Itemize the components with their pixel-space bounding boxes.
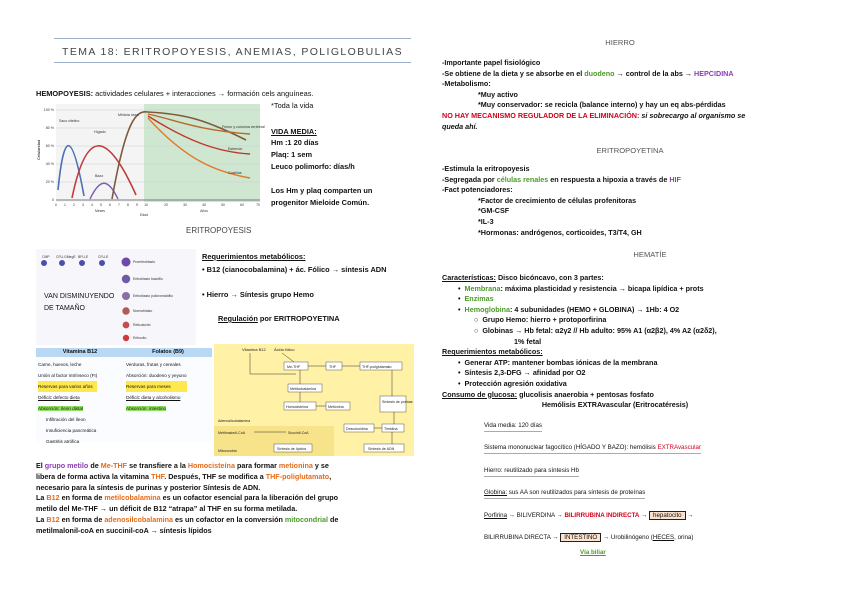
para-line: libera de forma activa la vitamina THF. Después, THF se modifica a THF-poliglutamato, bbox=[36, 471, 332, 481]
cell-proeritroblasto bbox=[122, 258, 131, 267]
hemolisis-flow-2: BILIRRUBINA DIRECTA → INTESTINO → Urobilinógeno (HECES, orina) bbox=[484, 534, 694, 541]
hematie-heading: HEMATÍE bbox=[633, 250, 667, 259]
cell-cfu-e bbox=[99, 260, 105, 266]
chart-ytick: 100 % bbox=[43, 108, 54, 112]
para-line: El grupo metilo de Me-THF se transfiere a la Homocisteína para formar metionina y se bbox=[36, 461, 329, 470]
epo-section bbox=[442, 164, 681, 238]
pathway-node: Síntesis de lípidos bbox=[277, 447, 307, 451]
req-item-b12: • B12 (cianocobalamina) + ác. Fólico → síntesis ADN bbox=[202, 265, 387, 274]
progenitor-line-1: Los Hm y plaq comparten un bbox=[271, 186, 373, 195]
no-mecanismo-line-2: queda ahí. bbox=[442, 121, 478, 131]
chart-xtick: 1 bbox=[64, 203, 66, 207]
hemolisis-hierro: Hierro: reutilizado para síntesis Hb bbox=[484, 466, 579, 477]
req-item-b12-text: B12 (cianocobalamina) + ác. Fólico → síntesis ADN bbox=[206, 265, 387, 274]
progenitor-line-2: progenitor Mieloide Común. bbox=[271, 198, 370, 207]
chart-ytick: 0 bbox=[52, 198, 54, 202]
no-mecanismo-line: NO HAY MECANISMO REGULADOR DE LA ELIMINACIÓN: si sobrecargo al organismo se bbox=[442, 110, 746, 120]
hb-sub-item: ○ Globinas → Hb fetal: α2γ2 // Hb adulto: 95% A1 (α2β2), 4% A2 (α2δ2), bbox=[474, 325, 717, 335]
vit-col1-row: Reservas para varios años bbox=[38, 381, 97, 392]
cell-stage-label: Proeritroblasto bbox=[133, 260, 156, 264]
cell-cmp bbox=[41, 260, 47, 266]
cell-stage-label: Reticulocito bbox=[133, 323, 151, 327]
chart-xtick: 6 bbox=[109, 203, 111, 207]
page-title: TEMA 18: ERITROPOYESIS, ANEMIAS, POLIGLOBULIAS bbox=[62, 46, 403, 58]
cell-top-label: CFU-GMegE bbox=[56, 255, 76, 259]
cell-reticulocito bbox=[123, 322, 130, 329]
vida-media-hm: Hm :1 20 días bbox=[271, 138, 319, 147]
chart-xgroup: Edad bbox=[140, 213, 148, 216]
hemopoyesis-line bbox=[36, 89, 314, 99]
cell-stage-label: Eritrocito bbox=[133, 336, 147, 340]
cell-bfu-e bbox=[79, 260, 85, 266]
cell-stage-label: Eritroblasto policromatófilo bbox=[133, 294, 173, 298]
chart-xtick: 60 bbox=[240, 203, 244, 207]
chart-xtick: 10 bbox=[144, 203, 148, 207]
req-item-hierro-text: Hierro → Síntesis grupo Hemo bbox=[206, 290, 314, 299]
chart-xtick: 4 bbox=[91, 203, 93, 207]
vida-media-leuco: Leuco polimorfo: días/h bbox=[271, 162, 355, 171]
chart-xtick: 8 bbox=[127, 203, 129, 207]
req-item-hierro: • Hierro → Síntesis grupo Hemo bbox=[202, 290, 314, 299]
req-title-left: Requerimientos metabólicos: bbox=[202, 252, 306, 261]
chart-series-label: Fémur y columna vertebral bbox=[222, 125, 265, 129]
chart-ytick: 80 % bbox=[45, 126, 54, 130]
chart-ytick: 20 % bbox=[45, 180, 54, 184]
vit-col2-rows bbox=[126, 359, 187, 414]
epo-line: *IL-3 bbox=[478, 216, 494, 226]
vitamin-table bbox=[36, 348, 212, 442]
hierro-section bbox=[442, 58, 745, 132]
pathway-node: Timidina bbox=[384, 427, 398, 431]
vida-media-plaq: Plaq: 1 sem bbox=[271, 150, 313, 159]
vit-col2-row: Déficit: dieta y alcoholismo bbox=[126, 395, 181, 400]
req-item-right: • Protección agresión oxidativa bbox=[458, 378, 567, 388]
req-item-right: • Generar ATP: mantener bombas iónicas de la membrana bbox=[458, 357, 658, 367]
hemolisis-vida-media: Vida media: 120 días bbox=[484, 421, 542, 432]
hemopoyesis-text: actividades celulares + interacciones → formación cels anguíneas. bbox=[93, 89, 314, 98]
cell-cfu-gmege bbox=[59, 260, 65, 266]
cell-top-label: CFU-E bbox=[98, 255, 109, 259]
cell-stage-label: Eritroblasto basófilo bbox=[133, 277, 163, 281]
title-rule-bottom bbox=[54, 62, 411, 63]
hemolisis-flow-1: Porfirina → BILIVERDINA → BILIRRUBINA INDIRECTA → hepatocito → bbox=[484, 512, 694, 519]
chart-xtick: 20 bbox=[164, 203, 168, 207]
pathway-node: Mitocondria bbox=[218, 449, 237, 453]
chart-ylabel: Celularidad bbox=[36, 139, 41, 160]
cell-top-label: CMP bbox=[42, 255, 50, 259]
toda-la-vida: *Toda la vida bbox=[271, 101, 314, 110]
hierro-heading: HIERRO bbox=[605, 38, 635, 47]
b12-folate-pathway bbox=[214, 344, 414, 456]
pathway-node: Metionina bbox=[328, 405, 344, 409]
hb-sub-item: 1% fetal bbox=[514, 336, 542, 346]
vit-col2-row: Absorción: intestino bbox=[126, 406, 167, 411]
vit-col2-row: Absorción: duodeno y yeyuno bbox=[126, 373, 187, 378]
chart-xtick: 9 bbox=[136, 203, 138, 207]
intestino-box: INTESTINO bbox=[560, 533, 601, 542]
pathway-node: Síntesis de purinas bbox=[382, 400, 413, 404]
epo-line: -Fact potenciadores: bbox=[442, 185, 513, 195]
cell-eritrocito bbox=[123, 335, 129, 341]
caract-item-enzimas: • Enzimas bbox=[458, 294, 494, 304]
consumo-line: Consumo de glucosa: glucolisis anaerobia + pentosas fosfato bbox=[442, 389, 654, 399]
eritropoyesis-heading: ERITROPOYESIS bbox=[186, 226, 252, 235]
vit-col1-row: Déficit: defecto dieta bbox=[38, 395, 80, 400]
chart-xtick: 2 bbox=[73, 203, 75, 207]
vit-col2-row: Verduras, frutas y cereales bbox=[126, 362, 181, 367]
regulacion-line bbox=[218, 314, 340, 324]
chart-xtick: 3 bbox=[82, 203, 84, 207]
vit-extra-row: Gastritis atrófica bbox=[46, 439, 80, 444]
cell-eritroblasto-basofilo bbox=[122, 275, 130, 283]
epo-line: -Estimula la eritropoyesis bbox=[442, 164, 530, 173]
cell-normoblasto bbox=[122, 307, 129, 314]
regulacion-text: por ERITROPOYETINA bbox=[257, 314, 340, 323]
hierro-line: *Muy activo bbox=[478, 89, 518, 99]
chart-series-label: Saco vitelino bbox=[59, 119, 80, 123]
epo-line: *Factor de crecimiento de células profenitoras bbox=[478, 195, 637, 205]
hemopoyesis-label: HEMOPOYESIS: bbox=[36, 89, 94, 98]
pathway-node: THF bbox=[329, 365, 336, 369]
chart-xtick: 40 bbox=[202, 203, 206, 207]
cell-top-label: BFU-E bbox=[78, 255, 89, 259]
diminuyendo-1: VAN DISMINUYENDO bbox=[44, 293, 115, 300]
caract-item-hemoglobina: • Hemoglobina: 4 subunidades (HEMO + GLOBINA) → 1Hb: 4 O2 bbox=[458, 304, 680, 314]
pathway-node: Succinil-CoA bbox=[288, 431, 309, 435]
pathway-node: Desoxiuridina bbox=[346, 427, 368, 431]
node-sintesis-purinas bbox=[380, 396, 406, 412]
hierro-line: -Metabolismo: bbox=[442, 79, 491, 89]
hepatocito-box: hepatocito bbox=[649, 511, 686, 520]
pathway-node: Metilcobalamina bbox=[290, 387, 316, 391]
chart-xtick: 50 bbox=[221, 203, 225, 207]
cell-stage-label: Normoblasto bbox=[133, 309, 153, 313]
caract-line: Características: Disco bicóncavo, con 3 partes: bbox=[442, 273, 604, 282]
para-line: La B12 en forma de adenosilcobalamina es un cofactor en la conversión mitocondrial de bbox=[36, 514, 339, 524]
pathway-node: Síntesis de ADN bbox=[368, 447, 395, 451]
chart-series-label: Médula ósea bbox=[118, 113, 139, 117]
epo-line: *Hormonas: andrógenos, corticoides, T3/T4, GH bbox=[478, 227, 642, 237]
chart-xgroup: Meses bbox=[95, 209, 105, 213]
pathway-node: Adenosilcobalamina bbox=[218, 419, 251, 423]
req-item-right: • Síntesis 2,3-DFG → afinidad por O2 bbox=[458, 368, 586, 378]
via-biliar: Vía biliar bbox=[580, 549, 606, 556]
vit-col2-header: Folatos (B9) bbox=[152, 349, 184, 355]
vit-col1-header: Vitamina B12 bbox=[62, 349, 98, 355]
chart-series-label: Bazo bbox=[95, 174, 104, 178]
vida-media-label: VIDA MEDIA: bbox=[271, 127, 317, 136]
vit-col2-row: Reservas para meses bbox=[126, 381, 187, 392]
vit-col1-rows bbox=[38, 359, 97, 447]
chart-ytick: 40 % bbox=[45, 162, 54, 166]
pathway-node: THF-poliglutamato bbox=[362, 365, 392, 369]
hierro-line: -Se obtiene de la dieta y se absorbe en el duodeno → control de la abs → HEPCIDINA bbox=[442, 68, 734, 78]
vit-col1-row: Unión al factor intrínseco (FI) bbox=[38, 373, 98, 378]
cell-eritroblasto-policromatofilo bbox=[122, 292, 130, 300]
vit-col1-row: Carne, huevos, leche bbox=[38, 362, 82, 367]
hemolisis-title: Hemólisis EXTRAvascular (Eritrocatéresis) bbox=[541, 400, 689, 409]
chart-xtick: 30 bbox=[183, 203, 187, 207]
pathway-node: Me-THF bbox=[287, 365, 301, 369]
chart-xtick: 5 bbox=[100, 203, 102, 207]
para-line: La B12 en forma de metilcobalamina es un cofactor esencial para la liberación del grupo bbox=[36, 493, 338, 503]
chart-xgroup: Años bbox=[200, 209, 208, 213]
pathway-node: Vitamina B12 bbox=[242, 347, 266, 352]
chart-xtick: 0 bbox=[55, 203, 57, 207]
pathway-node: Metilmalonil-CoA bbox=[218, 431, 246, 435]
hb-sub-item: ○ Grupo Hemo: hierro + protoporfirina bbox=[474, 315, 607, 325]
pathway-node: Ácido fólico bbox=[274, 347, 295, 352]
chart-ytick: 60 % bbox=[45, 144, 54, 148]
para-line: metilo del Me-THF → un déficit de B12 “atrapa” al THF en su forma metilada. bbox=[36, 504, 298, 514]
para-line: necesario para la síntesis de purinas y posterior Síntesis de ADN. bbox=[36, 482, 261, 492]
chart-series-label: Hígado bbox=[94, 130, 106, 134]
hemolisis-globina: Globina: sus AA son reutilizados para síntesis de proteínas bbox=[484, 488, 645, 499]
b12-paragraph bbox=[36, 461, 338, 537]
req-label-right: Requerimientos metabólicos: bbox=[442, 347, 543, 357]
title-rule-top bbox=[54, 38, 411, 39]
hemopoyesis-chart bbox=[36, 100, 266, 216]
chart-series-label: Esternón bbox=[228, 147, 243, 151]
caract-item-membrana: • Membrana: máxima plasticidad y resistencia → bicapa lipídica + prots bbox=[458, 283, 704, 293]
vit-col1-row: Absorción: íleon distal bbox=[38, 406, 83, 411]
vit-extra-row: Infiltración del íleon bbox=[46, 417, 86, 422]
vit-extra-row: Insuficiencia pancreática bbox=[46, 428, 97, 433]
hierro-line: *Muy conservador: se recicla (balance interno) y hay un eq abs-pérdidas bbox=[478, 100, 726, 110]
hematie-section bbox=[442, 273, 717, 400]
pathway-node: Homocisteína bbox=[286, 405, 308, 409]
hemolisis-sistema: Sistema mononuclear fagocítico (HÍGADO Y BAZO): hemólisis EXTRAvascular bbox=[484, 443, 701, 454]
hierro-line: -Importante papel fisiológico bbox=[442, 58, 541, 67]
chart-xtick: 7 bbox=[118, 203, 120, 207]
chart-series-label: Costillas bbox=[228, 171, 242, 175]
epo-line: -Segregada por células renales en respuesta a hipoxia a través de HIF bbox=[442, 174, 681, 184]
chart-xtick: 70 bbox=[256, 203, 260, 207]
diminuyendo-2: DE TAMAÑO bbox=[44, 305, 85, 312]
regulacion-label: Regulación bbox=[218, 314, 258, 323]
epo-line: *GM-CSF bbox=[478, 206, 510, 216]
para-line: metilmalonil-coA en succinil-coA → síntesis lípidos bbox=[36, 525, 212, 535]
epo-heading: ERITROPOYETINA bbox=[596, 146, 664, 155]
